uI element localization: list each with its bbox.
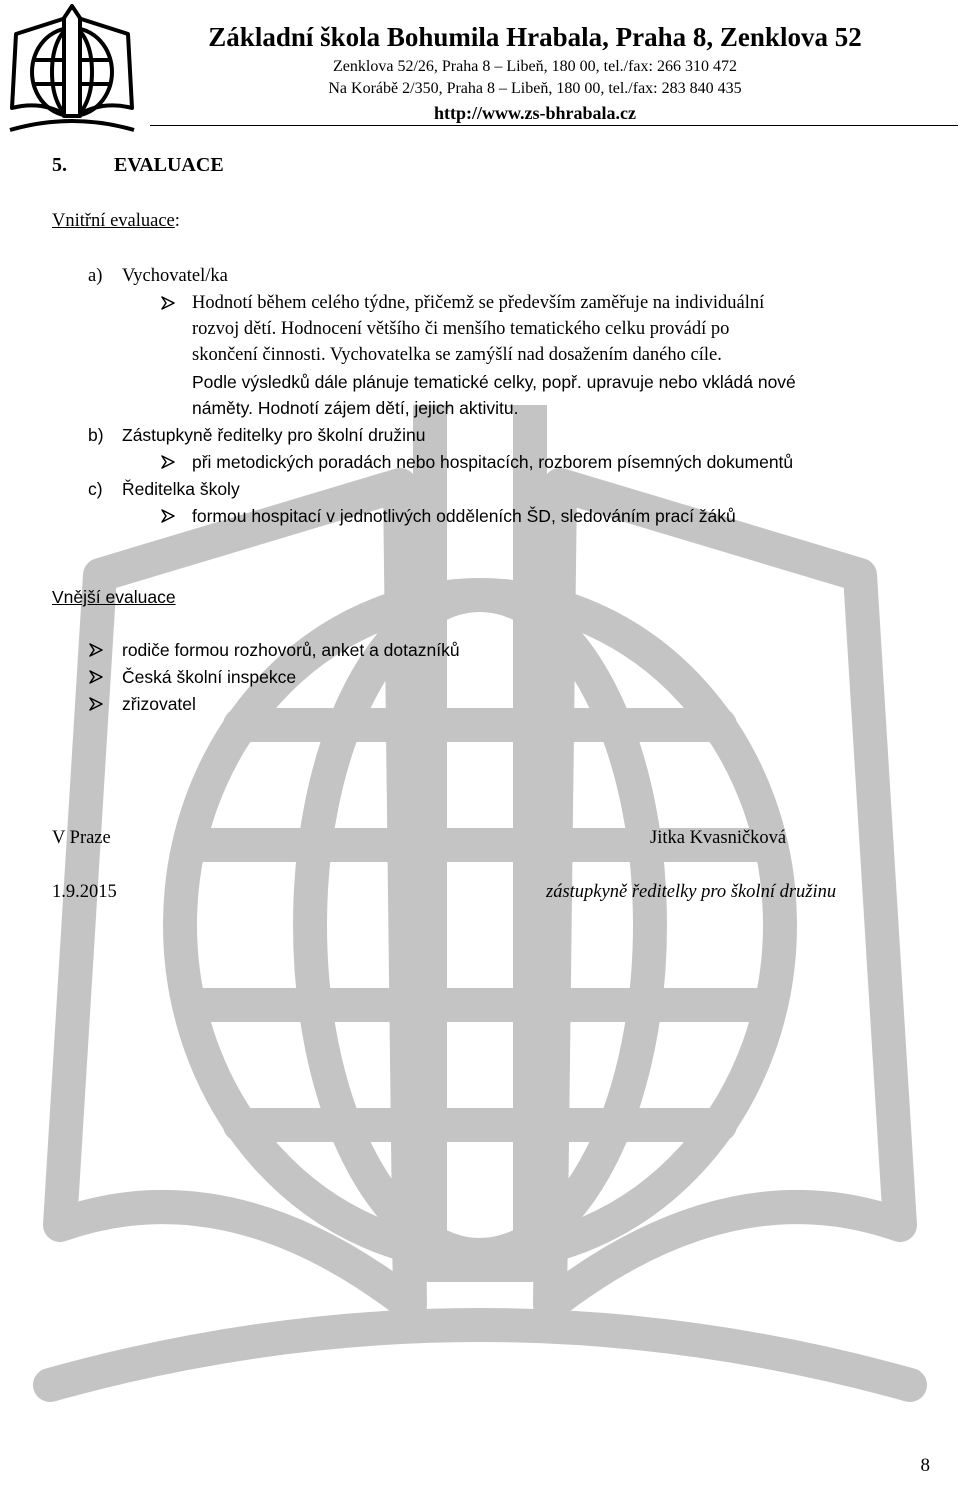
signature-date: 1.9.2015 [52, 882, 117, 902]
item-a-marker: a) [88, 266, 103, 286]
item-a-line-5: náměty. Hodnotí zájem dětí, jejich aktivitu. [192, 398, 519, 418]
arrow-bullet-icon [160, 508, 176, 524]
item-b-marker: b) [88, 425, 104, 445]
item-c-marker: c) [88, 479, 103, 499]
arrow-bullet-icon [88, 642, 104, 658]
school-name: Základní škola Bohumila Hrabala, Praha 8, Zenklova 52 [208, 22, 862, 52]
item-c-detail: formou hospitací v jednotlivých odděleních ŠD, sledováním prací žáků [192, 506, 736, 526]
internal-evaluation-heading: Vnitřní evaluace: [52, 211, 180, 231]
school-logo [6, 4, 138, 136]
item-c-label: Ředitelka školy [122, 479, 240, 499]
section-title: EVALUACE [114, 154, 224, 176]
section-number: 5. [52, 154, 67, 176]
school-website: http://www.zs-bhrabala.cz [434, 103, 636, 123]
item-a-line-2: rozvoj dětí. Hodnocení většího či menšího tematického celku provádí po [192, 319, 730, 339]
signature-role: zástupkyně ředitelky pro školní družinu [546, 882, 837, 902]
external-item: zřizovatel [122, 694, 196, 714]
item-a-line-3: skončení činnosti. Vychovatelka se zamýšlí nad dosažením daného cíle. [192, 345, 722, 365]
arrow-bullet-icon [160, 454, 176, 470]
address-line-1: Zenklova 52/26, Praha 8 – Libeň, 180 00, tel./fax: 266 310 472 [333, 58, 737, 75]
signature-place: V Praze [52, 828, 111, 848]
item-b-detail: při metodických poradách nebo hospitacích, rozborem písemných dokumentů [192, 452, 794, 472]
address-line-2: Na Korábě 2/350, Praha 8 – Libeň, 180 00, tel./fax: 283 840 435 [328, 80, 742, 97]
arrow-bullet-icon [160, 295, 176, 311]
external-evaluation-heading: Vnější evaluace [52, 587, 176, 607]
external-item: rodiče formou rozhovorů, anket a dotazníků [122, 640, 460, 660]
item-a-line-4: Podle výsledků dále plánuje tematické celky, popř. upravuje nebo vkládá nové [192, 372, 796, 392]
header-divider [150, 125, 958, 126]
arrow-bullet-icon [88, 669, 104, 685]
school-logo-watermark [30, 405, 930, 1425]
item-a-line-1: Hodnotí během celého týdne, přičemž se především zaměřuje na individuální [192, 293, 765, 313]
external-item: Česká školní inspekce [122, 667, 297, 687]
section-heading [52, 154, 224, 177]
signature-name: Jitka Kvasničková [650, 828, 787, 848]
arrow-bullet-icon [88, 696, 104, 712]
item-a-label: Vychovatel/ka [122, 266, 228, 286]
item-b-label: Zástupkyně ředitelky pro školní družinu [122, 425, 426, 445]
page-number: 8 [920, 1455, 930, 1476]
